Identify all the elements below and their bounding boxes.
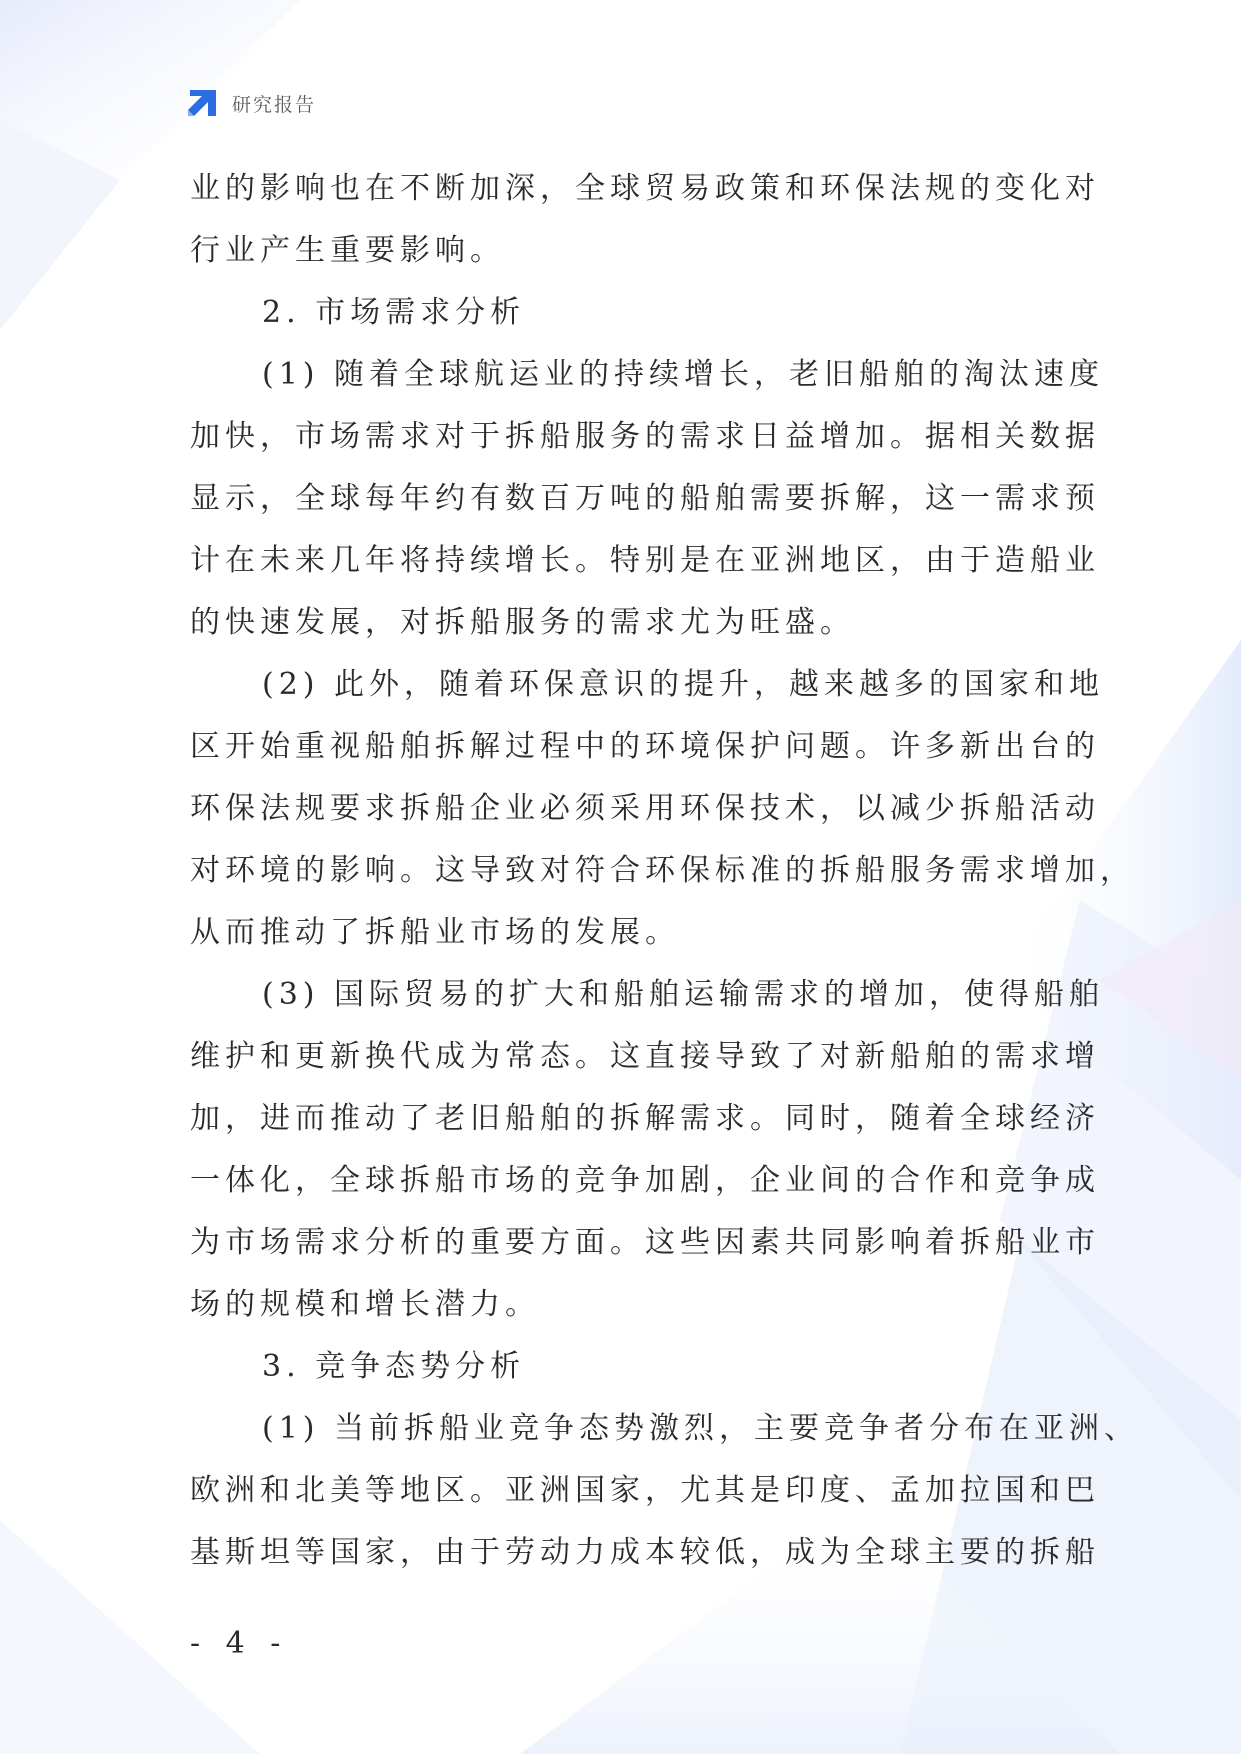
text-line: 区开始重视船舶拆解过程中的环境保护问题。许多新出台的 bbox=[190, 729, 1100, 764]
arrow-logo-icon bbox=[186, 86, 220, 120]
text-line: 场的规模和增长潜力。 bbox=[190, 1287, 540, 1322]
text-line: 的快速发展，对拆船服务的需求尤为旺盛。 bbox=[190, 605, 855, 640]
paragraph-first-line: (3) 国际贸易的扩大和船舶运输需求的增加，使得船舶 bbox=[262, 977, 1105, 1012]
section-heading: 3. 竞争态势分析 bbox=[262, 1349, 526, 1384]
page-number: - 4 - bbox=[190, 1626, 289, 1661]
paragraph-first-line: (2) 此外，随着环保意识的提升，越来越多的国家和地 bbox=[262, 667, 1105, 702]
text-line: 环保法规要求拆船企业必须采用环保技术，以减少拆船活动 bbox=[190, 791, 1100, 826]
text-line: 一体化，全球拆船市场的竞争加剧，企业间的合作和竞争成 bbox=[190, 1163, 1100, 1198]
document-body bbox=[190, 158, 1140, 1584]
report-header bbox=[186, 86, 316, 120]
text-line: 加，进而推动了老旧船舶的拆解需求。同时，随着全球经济 bbox=[190, 1101, 1100, 1136]
section-heading: 2. 市场需求分析 bbox=[262, 295, 526, 330]
report-brand-label: 研究报告 bbox=[232, 93, 317, 116]
paragraph-first-line: (1) 随着全球航运业的持续增长，老旧船舶的淘汰速度 bbox=[262, 357, 1105, 392]
text-line: 显示，全球每年约有数百万吨的船舶需要拆解，这一需求预 bbox=[190, 481, 1100, 516]
text-line: 从而推动了拆船业市场的发展。 bbox=[190, 915, 680, 950]
text-line: 维护和更新换代成为常态。这直接导致了对新船舶的需求增 bbox=[190, 1039, 1100, 1074]
text-line: 为市场需求分析的重要方面。这些因素共同影响着拆船业市 bbox=[190, 1225, 1100, 1260]
text-line: 行业产生重要影响。 bbox=[190, 233, 505, 268]
text-line: 基斯坦等国家，由于劳动力成本较低，成为全球主要的拆船 bbox=[190, 1535, 1100, 1570]
text-line: 欧洲和北美等地区。亚洲国家，尤其是印度、孟加拉国和巴 bbox=[190, 1473, 1100, 1508]
text-line: 加快，市场需求对于拆船服务的需求日益增加。据相关数据 bbox=[190, 419, 1100, 454]
text-line: 计在未来几年将持续增长。特别是在亚洲地区，由于造船业 bbox=[190, 543, 1100, 578]
text-line: 对环境的影响。这导致对符合环保标准的拆船服务需求增加， bbox=[190, 853, 1135, 888]
text-line: 业的影响也在不断加深，全球贸易政策和环保法规的变化对 bbox=[190, 171, 1100, 206]
paragraph-first-line: (1) 当前拆船业竞争态势激烈，主要竞争者分布在亚洲、 bbox=[262, 1411, 1140, 1446]
